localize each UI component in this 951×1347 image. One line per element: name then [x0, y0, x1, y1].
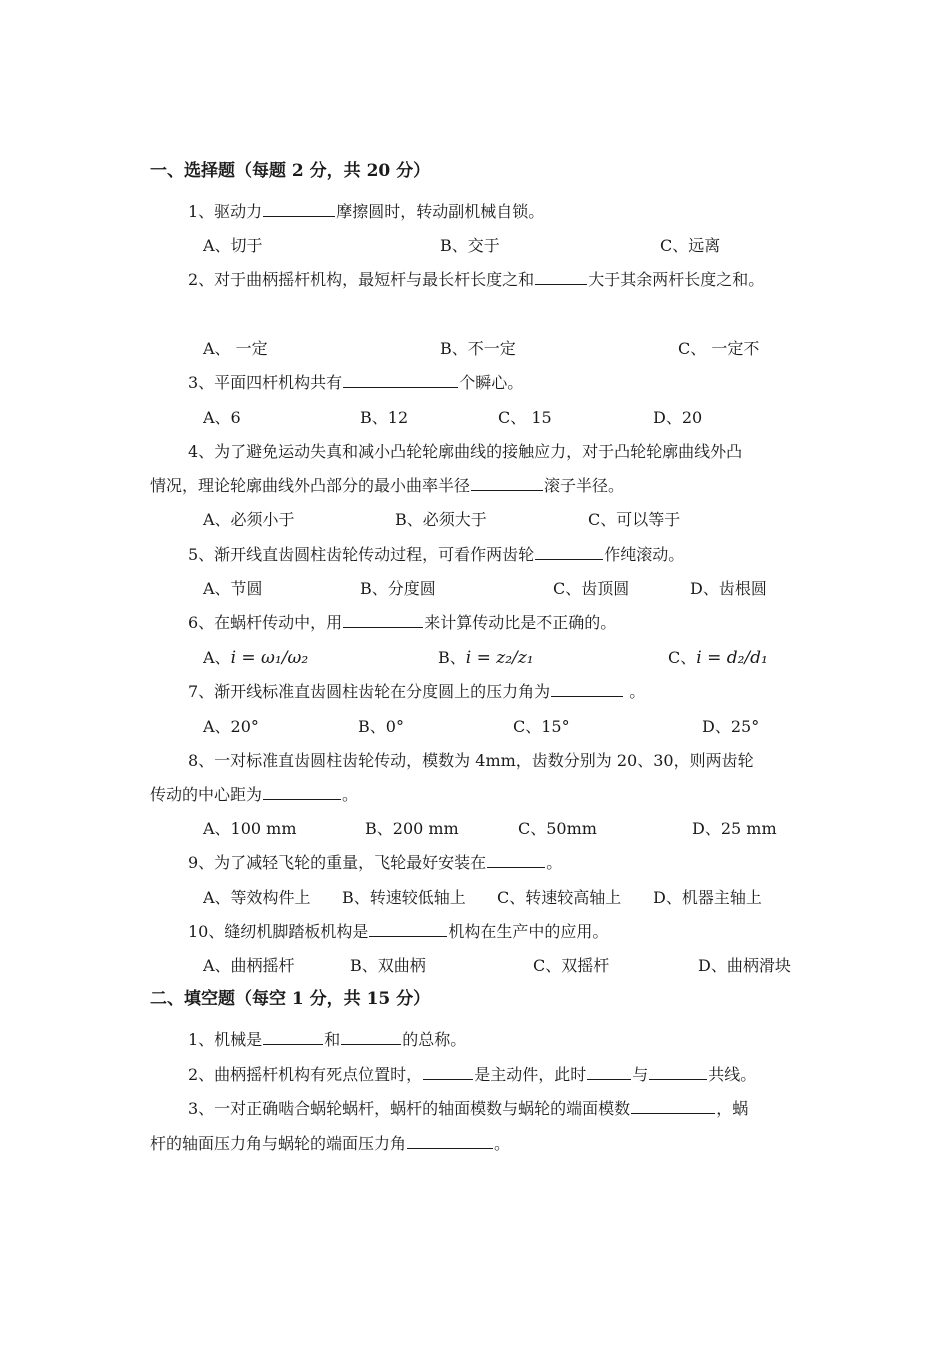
option-7c: C、15°	[513, 717, 570, 736]
option-10c: C、双摇杆	[533, 956, 610, 975]
option-9c: C、转速较高轴上	[497, 888, 622, 907]
option-3d: D、20	[653, 408, 703, 427]
answer-blank	[263, 784, 341, 800]
option-3c: C、 15	[498, 408, 552, 427]
option-4c: C、可以等于	[588, 510, 681, 529]
question-4-line1: 4、为了避免运动失真和减小凸轮轮廓曲线的接触应力，对于凸轮轮廓曲线外凸	[188, 442, 743, 461]
option-5c: C、齿顶圆	[553, 579, 630, 598]
question-2: 2、对于曲柄摇杆机构，最短杆与最长杆长度之和 大于其余两杆长度之和。	[188, 270, 765, 289]
option-6b: B、i = z₂/z₁	[438, 648, 534, 668]
answer-blank	[423, 1064, 473, 1080]
option-4b: B、必须大于	[395, 510, 487, 529]
answer-blank	[343, 372, 458, 388]
option-1b: B、交于	[440, 236, 500, 255]
answer-blank	[369, 921, 447, 937]
option-10a: A、曲柄摇杆	[203, 956, 295, 975]
answer-blank	[535, 269, 587, 285]
question-9: 9、为了减轻飞轮的重量，飞轮最好安装在 。	[188, 853, 563, 872]
formula-6c: i = d₂/d₁	[696, 648, 768, 668]
question-10: 10、缝纫机脚踏板机构是 机构在生产中的应用。	[188, 922, 609, 941]
question-5: 5、渐开线直齿圆柱齿轮传动过程，可看作两齿轮 作纯滚动。	[188, 545, 685, 564]
option-5b: B、分度圆	[360, 579, 436, 598]
option-5d: D、齿根圆	[690, 579, 767, 598]
fill-question-1: 1、机械是 和 的总称。	[188, 1030, 467, 1049]
answer-blank	[263, 1029, 323, 1045]
option-8a: A、100 mm	[203, 819, 297, 838]
option-3a: A、6	[203, 408, 241, 427]
question-8-line2: 传动的中心距为 。	[150, 785, 359, 804]
section2-title: 二、填空题（每空 1 分，共 15 分）	[150, 989, 431, 1009]
answer-blank	[471, 475, 543, 491]
option-3b: B、12	[360, 408, 409, 427]
option-7d: D、25°	[702, 717, 760, 736]
option-7b: B、0°	[358, 717, 404, 736]
answer-blank	[343, 612, 423, 628]
option-2c: C、 一定不	[678, 339, 760, 358]
formula-6a: i = ω₁/ω₂	[230, 648, 309, 668]
fill-question-3-line2: 杆的轴面压力角与蜗轮的端面压力角 。	[150, 1134, 511, 1153]
answer-blank	[263, 201, 335, 217]
fill-question-2: 2、曲柄摇杆机构有死点位置时， 是主动件，此时 与 共线。	[188, 1065, 757, 1084]
question-3: 3、平面四杆机构共有 个瞬心。	[188, 373, 524, 392]
option-10b: B、双曲柄	[350, 956, 426, 975]
option-5a: A、节圆	[203, 579, 263, 598]
answer-blank	[535, 544, 603, 560]
option-8d: D、25 mm	[692, 819, 777, 838]
answer-blank	[341, 1029, 401, 1045]
option-7a: A、20°	[203, 717, 259, 736]
question-8-line1: 8、一对标准直齿圆柱齿轮传动，模数为 4mm，齿数分别为 20、30，则两齿轮	[188, 751, 754, 770]
section1-title: 一、选择题（每题 2 分，共 20 分）	[150, 161, 431, 181]
answer-blank	[631, 1098, 715, 1114]
question-7: 7、渐开线标准直齿圆柱齿轮在分度圆上的压力角为 。	[188, 682, 646, 701]
fill-question-3-line1: 3、一对正确啮合蜗轮蜗杆，蜗杆的轴面模数与蜗轮的端面模数 ，蜗	[188, 1099, 749, 1118]
option-6c: C、i = d₂/d₁	[668, 648, 768, 668]
option-9a: A、等效构件上	[203, 888, 311, 907]
option-8b: B、200 mm	[365, 819, 459, 838]
answer-blank	[587, 1064, 631, 1080]
question-4-line2: 情况，理论轮廓曲线外凸部分的最小曲率半径 滚子半径。	[150, 476, 625, 495]
option-6a: A、i = ω₁/ω₂	[203, 648, 309, 668]
option-8c: C、50mm	[518, 819, 597, 838]
answer-blank	[649, 1064, 707, 1080]
answer-blank	[551, 681, 623, 697]
option-1c: C、远离	[660, 236, 721, 255]
option-9b: B、转速较低轴上	[342, 888, 466, 907]
option-1a: A、切于	[203, 236, 263, 255]
formula-6b: i = z₂/z₁	[465, 648, 534, 668]
question-1: 1、驱动力 摩擦圆时，转动副机械自锁。	[188, 202, 545, 221]
option-9d: D、机器主轴上	[653, 888, 762, 907]
option-2b: B、不一定	[440, 339, 516, 358]
option-2a: A、 一定	[203, 339, 268, 358]
question-6: 6、在蜗杆传动中，用 来计算传动比是不正确的。	[188, 613, 617, 632]
option-10d: D、曲柄滑块	[698, 956, 791, 975]
answer-blank	[487, 852, 545, 868]
option-4a: A、必须小于	[203, 510, 295, 529]
answer-blank	[407, 1133, 493, 1149]
